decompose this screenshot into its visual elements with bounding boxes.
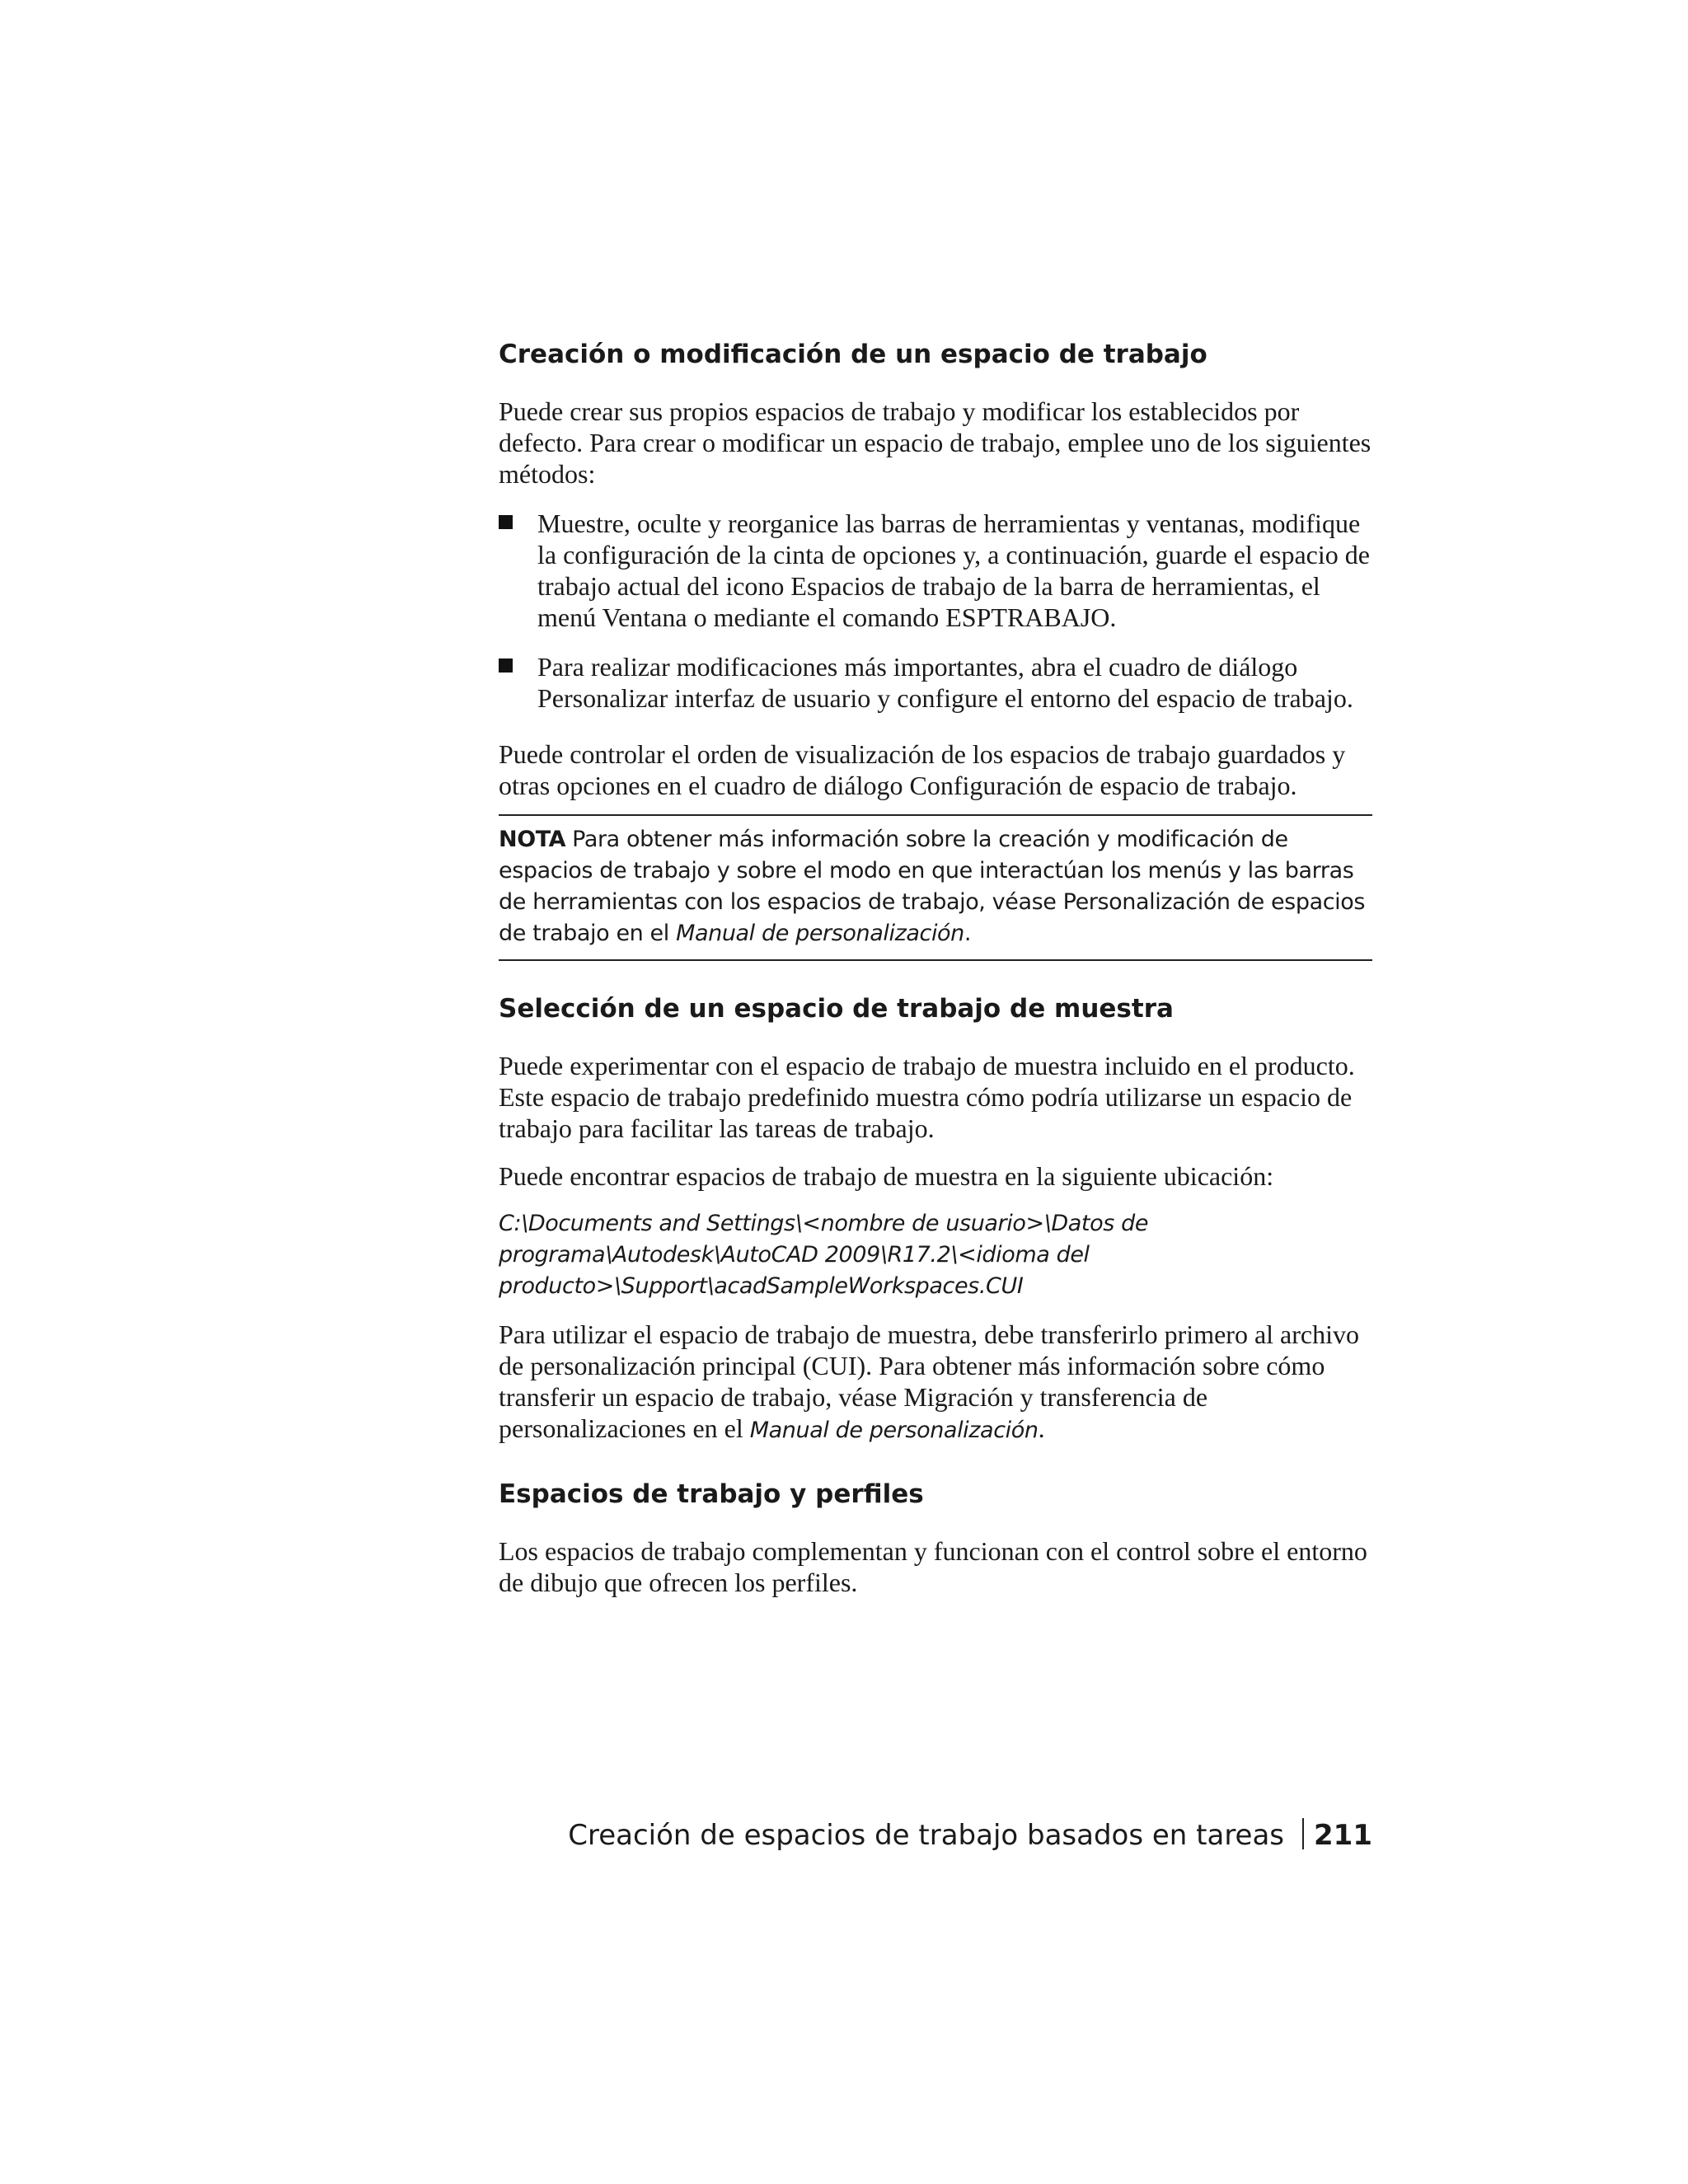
paragraph-display-order: Puede controlar el orden de visualización de los espacios de trabajo guardados y otras opciones en el cuadro de diálogo Configuración de espacio de trabajo. xyxy=(499,739,1346,800)
paragraph-sample-intro: Puede experimentar con el espacio de trabajo de muestra incluido en el producto. Este espacio de trabajo predefinido muestra cómo podría utilizarse un espacio de trabajo para facilitar las tareas de trabajo. xyxy=(499,1051,1355,1143)
methods-list xyxy=(499,508,1372,714)
note-text: Para obtener más información sobre la creación y modificación de espacios de trabajo y sobre el modo en que interactúan los menús y las barras de herramientas con los espacios de trabajo, véase Personalización de espacios de trabajo en el xyxy=(499,827,1366,946)
list-item-text: Para realizar modificaciones más importantes, abra el cuadro de diálogo Personalizar interfaz de usuario y configure el entorno del espacio de trabajo. xyxy=(537,652,1353,713)
section-heading-sample-workspace: Selección de un espacio de trabajo de muestra xyxy=(499,994,1174,1024)
footer-chapter-title: Creación de espacios de trabajo basados en tareas xyxy=(568,1819,1285,1852)
list-item xyxy=(499,651,1372,714)
file-path-line: programa\Autodesk\AutoCAD 2009\R17.2\<idioma del xyxy=(499,1242,1090,1268)
text-column xyxy=(499,338,1372,1598)
file-path-line: C:\Documents and Settings\<nombre de usuario>\Datos de xyxy=(499,1211,1149,1236)
section-heading-profiles: Espacios de trabajo y perfiles xyxy=(499,1479,924,1509)
page-footer xyxy=(568,1817,1372,1854)
transfer-manual-reference: Manual de personalización xyxy=(749,1418,1039,1443)
paragraph-location-intro: Puede encontrar espacios de trabajo de muestra en la siguiente ubicación: xyxy=(499,1161,1274,1191)
square-bullet-icon xyxy=(499,515,513,529)
note-box xyxy=(499,814,1372,961)
page-number: 211 xyxy=(1314,1819,1372,1852)
paragraph-transfer xyxy=(499,1319,1372,1446)
list-item-text: Muestre, oculte y reorganice las barras de herramientas y ventanas, modifique la configuración de la cinta de opciones y, a continuación, guarde el espacio de trabajo actual del icono Espacios de trabajo de la barra de herramientas, el menú Ventana o mediante el comando ESPTRABAJO. xyxy=(537,509,1370,632)
note-manual-reference: Manual de personalización xyxy=(676,921,964,946)
file-path-line: producto>\Support\acadSampleWorkspaces.CUI xyxy=(499,1273,1024,1299)
file-path xyxy=(499,1208,1372,1302)
note-end: . xyxy=(964,921,972,946)
list-item xyxy=(499,508,1372,633)
square-bullet-icon xyxy=(499,658,513,673)
note-label: NOTA xyxy=(499,827,566,852)
paragraph-intro: Puede crear sus propios espacios de trabajo y modificar los establecidos por defecto. Para crear o modificar un espacio de trabajo, emplee uno de los siguientes métodos: xyxy=(499,396,1372,489)
footer-divider xyxy=(1302,1818,1304,1849)
section-heading-create-workspace: Creación o modificación de un espacio de trabajo xyxy=(499,340,1207,369)
paragraph-profiles: Los espacios de trabajo complementan y funcionan con el control sobre el entorno de dibujo que ofrecen los perfiles. xyxy=(499,1536,1367,1597)
paragraph-transfer-text: Para utilizar el espacio de trabajo de muestra, debe transferirlo primero al archivo de personalización principal (CUI). Para obtener más información sobre cómo transferir un espacio de trabajo, véase Migración y transferencia de personalizaciones en el xyxy=(499,1319,1359,1443)
paragraph-transfer-end: . xyxy=(1038,1413,1045,1443)
